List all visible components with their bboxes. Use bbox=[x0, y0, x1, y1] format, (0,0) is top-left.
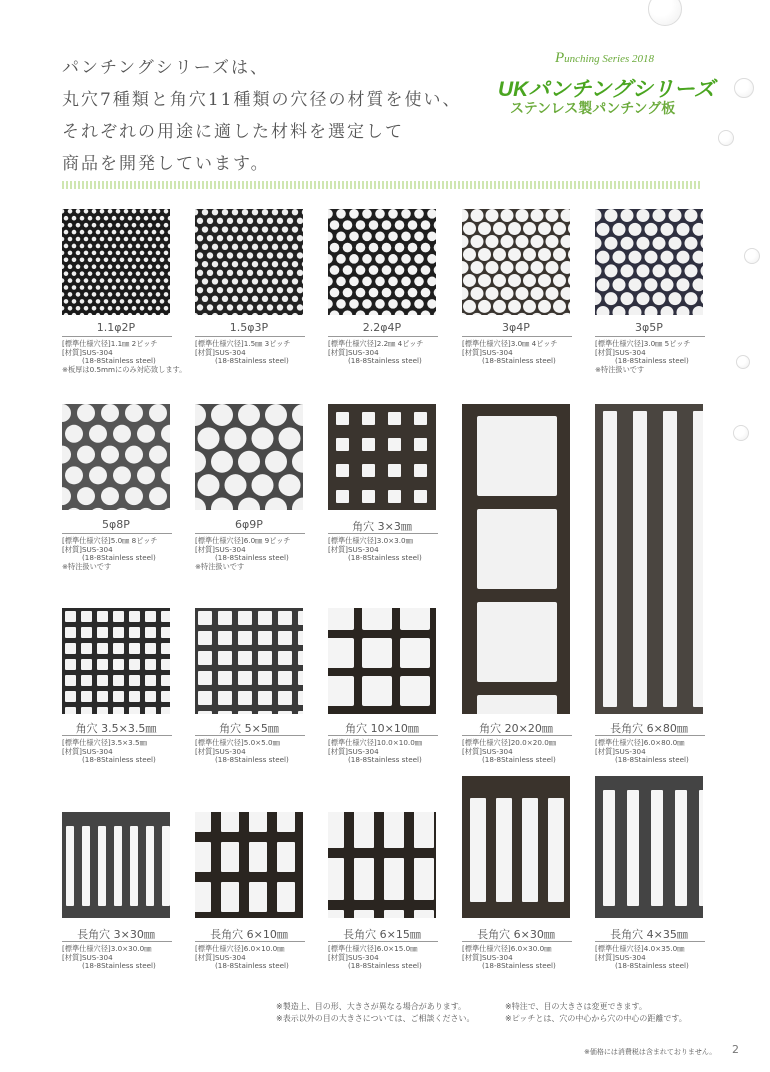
product-card bbox=[462, 209, 572, 380]
spec-spec: [標準仕様穴径]4.0×35.0㎜ bbox=[595, 944, 685, 953]
perforated-sample-image bbox=[62, 812, 170, 918]
page-number: 2 bbox=[732, 1043, 739, 1056]
perforated-sample-image bbox=[62, 608, 170, 714]
perforated-sample-image bbox=[195, 209, 303, 315]
brand-logo: UKパンチングシリーズ bbox=[498, 78, 715, 101]
product-spec bbox=[328, 739, 422, 765]
spec-steel: (18-8Stainless steel) bbox=[348, 961, 422, 971]
product-card bbox=[328, 812, 438, 985]
caption-rule bbox=[462, 336, 572, 337]
caption-rule bbox=[62, 941, 172, 942]
product-spec bbox=[595, 739, 689, 765]
product-spec bbox=[595, 945, 689, 971]
caption-rule bbox=[328, 941, 438, 942]
product-spec bbox=[62, 537, 158, 571]
product-card bbox=[195, 608, 305, 779]
spec-spec: [標準仕様穴径]3.0×3.0㎜ bbox=[328, 536, 413, 545]
intro-line: パンチングシリーズは、 bbox=[62, 58, 269, 78]
caption-rule bbox=[328, 336, 438, 337]
perforated-sample-image bbox=[62, 209, 170, 315]
product-title: 角穴 3×3㎜ bbox=[352, 520, 412, 533]
spec-spec: [標準仕様穴径]6.0×15.0㎜ bbox=[328, 944, 418, 953]
perforated-sample-image bbox=[62, 404, 170, 510]
product-card bbox=[462, 404, 572, 779]
footer-note: ※特注で、目の大きさは変更できます。 bbox=[505, 1002, 647, 1011]
spec-spec: [標準仕様穴径]6.0×80.0㎜ bbox=[595, 738, 685, 747]
spec-material: [材質]SUS-304 bbox=[328, 952, 379, 962]
product-title: 角穴 5×5㎜ bbox=[219, 722, 279, 735]
spec-material: [材質]SUS-304 bbox=[195, 746, 246, 756]
caption-rule bbox=[195, 941, 305, 942]
product-title: 角穴 10×10㎜ bbox=[345, 722, 419, 735]
product-title: 3φ4P bbox=[502, 321, 530, 334]
spec-material: [材質]SUS-304 bbox=[62, 347, 113, 357]
spec-steel: (18-8Stainless steel) bbox=[482, 961, 556, 971]
spec-material: [材質]SUS-304 bbox=[462, 746, 513, 756]
product-spec bbox=[62, 340, 186, 374]
spec-steel: (18-8Stainless steel) bbox=[348, 553, 422, 563]
product-title: 5φ8P bbox=[102, 518, 130, 531]
caption-rule bbox=[62, 336, 172, 337]
spec-material: [材質]SUS-304 bbox=[62, 952, 113, 962]
spec-spec: [標準仕様穴径]6.0×10.0㎜ bbox=[195, 944, 285, 953]
footer-note: ※表示以外の目の大きさについては、ご相談ください。 bbox=[276, 1014, 475, 1023]
perforated-sample-image bbox=[328, 404, 436, 510]
spec-spec: [標準仕様穴径]5.0×5.0㎜ bbox=[195, 738, 280, 747]
footer-notes-left bbox=[276, 1001, 475, 1025]
spec-spec: [標準仕様穴径]2.2㎜ 4ピッチ bbox=[328, 339, 424, 348]
product-spec bbox=[328, 340, 424, 366]
spec-steel: (18-8Stainless steel) bbox=[215, 755, 289, 765]
spec-spec: [標準仕様穴径]1.1㎜ 2ピッチ bbox=[62, 339, 158, 348]
spec-material: [材質]SUS-304 bbox=[62, 746, 113, 756]
footer-note: ※製造上、目の形、大きさが異なる場合があります。 bbox=[276, 1002, 467, 1011]
product-card bbox=[62, 608, 172, 779]
spec-spec: [標準仕様穴径]3.0㎜ 5ピッチ bbox=[595, 339, 691, 348]
product-spec bbox=[328, 537, 422, 563]
spec-material: [材質]SUS-304 bbox=[195, 544, 246, 554]
spec-steel: (18-8Stainless steel) bbox=[215, 961, 289, 971]
product-card bbox=[595, 209, 705, 380]
spec-material: [材質]SUS-304 bbox=[462, 952, 513, 962]
footer-notes-right bbox=[505, 1001, 687, 1025]
bubble-decoration bbox=[648, 0, 682, 26]
spec-steel: (18-8Stainless steel) bbox=[82, 553, 156, 563]
spec-material: [材質]SUS-304 bbox=[328, 347, 379, 357]
product-title: 1.5φ3P bbox=[229, 321, 269, 334]
product-title: 長角穴 4×35㎜ bbox=[610, 928, 688, 941]
product-title: 長角穴 6×30㎜ bbox=[477, 928, 555, 941]
dotted-divider bbox=[62, 181, 702, 189]
product-spec bbox=[195, 340, 291, 366]
caption-rule bbox=[62, 533, 172, 534]
perforated-sample-image bbox=[328, 209, 436, 315]
spec-spec: [標準仕様穴径]3.0×30.0㎜ bbox=[62, 944, 152, 953]
caption-rule bbox=[595, 336, 705, 337]
spec-steel: (18-8Stainless steel) bbox=[348, 356, 422, 366]
product-card bbox=[328, 404, 438, 577]
product-card bbox=[328, 209, 438, 380]
perforated-sample-image bbox=[328, 608, 436, 714]
perforated-sample-image bbox=[195, 812, 303, 918]
caption-rule bbox=[195, 735, 305, 736]
perforated-sample-image bbox=[462, 209, 570, 315]
spec-spec: [標準仕様穴径]20.0×20.0㎜ bbox=[462, 738, 556, 747]
caption-rule bbox=[595, 735, 705, 736]
product-title: 1.1φ2P bbox=[96, 321, 136, 334]
product-card bbox=[195, 209, 305, 380]
caption-rule bbox=[62, 735, 172, 736]
footer-note: ※ピッチとは、穴の中心から穴の中心の距離です。 bbox=[505, 1014, 687, 1023]
product-title: 長角穴 6×80㎜ bbox=[610, 722, 688, 735]
spec-note: ※特注扱いです bbox=[62, 561, 112, 571]
spec-steel: (18-8Stainless steel) bbox=[482, 356, 556, 366]
caption-rule bbox=[462, 941, 572, 942]
spec-note: ※特注扱いです bbox=[195, 561, 245, 571]
spec-spec: [標準仕様穴径]3.0㎜ 4ピッチ bbox=[462, 339, 558, 348]
product-spec bbox=[62, 945, 156, 971]
product-spec bbox=[462, 340, 558, 366]
perforated-sample-image bbox=[595, 209, 703, 315]
product-spec bbox=[195, 739, 289, 765]
spec-material: [材質]SUS-304 bbox=[595, 746, 646, 756]
spec-spec: [標準仕様穴径]1.5㎜ 3ピッチ bbox=[195, 339, 291, 348]
series-label: Punching Series 2018 bbox=[555, 50, 654, 66]
product-card bbox=[62, 209, 187, 380]
product-title: 長角穴 6×10㎜ bbox=[210, 928, 288, 941]
spec-material: [材質]SUS-304 bbox=[462, 347, 513, 357]
product-spec bbox=[195, 945, 289, 971]
spec-steel: (18-8Stainless steel) bbox=[615, 356, 689, 366]
intro-line: 商品を開発しています。 bbox=[62, 154, 270, 174]
spec-steel: (18-8Stainless steel) bbox=[482, 755, 556, 765]
spec-steel: (18-8Stainless steel) bbox=[215, 553, 289, 563]
intro-text bbox=[62, 52, 462, 180]
spec-material: [材質]SUS-304 bbox=[328, 544, 379, 554]
perforated-sample-image bbox=[462, 776, 570, 918]
caption-rule bbox=[328, 533, 438, 534]
product-spec bbox=[595, 340, 691, 374]
spec-material: [材質]SUS-304 bbox=[595, 347, 646, 357]
spec-steel: (18-8Stainless steel) bbox=[82, 755, 156, 765]
brand-subtitle: ステンレス製パンチング板 bbox=[510, 100, 676, 116]
spec-steel: (18-8Stainless steel) bbox=[82, 356, 156, 366]
product-card bbox=[195, 812, 305, 985]
bubble-decoration bbox=[734, 78, 754, 98]
tax-note: ※価格には消費税は含まれておりません。 bbox=[584, 1048, 717, 1056]
product-title: 角穴 20×20㎜ bbox=[479, 722, 553, 735]
product-card bbox=[462, 776, 572, 985]
perforated-sample-image bbox=[595, 776, 703, 918]
product-card bbox=[62, 404, 172, 577]
intro-line: それぞれの用途に適した材料を選定して bbox=[62, 122, 404, 142]
caption-rule bbox=[462, 735, 572, 736]
spec-note: ※板厚は0.5mmにのみ対応致します。 bbox=[62, 364, 187, 374]
perforated-sample-image bbox=[462, 404, 570, 714]
caption-rule bbox=[595, 941, 705, 942]
spec-spec: [標準仕様穴径]6.0×30.0㎜ bbox=[462, 944, 552, 953]
spec-material: [材質]SUS-304 bbox=[195, 347, 246, 357]
product-card bbox=[195, 404, 305, 577]
product-title: 6φ9P bbox=[235, 518, 263, 531]
product-title: 3φ5P bbox=[635, 321, 663, 334]
product-spec bbox=[62, 739, 156, 765]
bubble-decoration bbox=[736, 355, 750, 369]
product-title: 長角穴 3×30㎜ bbox=[77, 928, 155, 941]
product-title: 長角穴 6×15㎜ bbox=[343, 928, 421, 941]
perforated-sample-image bbox=[195, 608, 303, 714]
product-spec bbox=[462, 739, 556, 765]
product-spec bbox=[462, 945, 556, 971]
spec-steel: (18-8Stainless steel) bbox=[615, 755, 689, 765]
caption-rule bbox=[195, 336, 305, 337]
bubble-decoration bbox=[744, 248, 760, 264]
product-spec bbox=[195, 537, 291, 571]
spec-material: [材質]SUS-304 bbox=[195, 952, 246, 962]
product-spec bbox=[328, 945, 422, 971]
perforated-sample-image bbox=[328, 812, 436, 918]
spec-material: [材質]SUS-304 bbox=[595, 952, 646, 962]
spec-note: ※特注扱いです bbox=[595, 364, 645, 374]
perforated-sample-image bbox=[595, 404, 703, 714]
spec-steel: (18-8Stainless steel) bbox=[348, 755, 422, 765]
spec-spec: [標準仕様穴径]10.0×10.0㎜ bbox=[328, 738, 422, 747]
perforated-sample-image bbox=[195, 404, 303, 510]
spec-steel: (18-8Stainless steel) bbox=[615, 961, 689, 971]
spec-material: [材質]SUS-304 bbox=[328, 746, 379, 756]
bubble-decoration bbox=[718, 130, 734, 146]
spec-spec: [標準仕様穴径]5.0㎜ 8ピッチ bbox=[62, 536, 158, 545]
caption-rule bbox=[328, 735, 438, 736]
caption-rule bbox=[195, 533, 305, 534]
spec-spec: [標準仕様穴径]3.5×3.5㎜ bbox=[62, 738, 147, 747]
spec-steel: (18-8Stainless steel) bbox=[82, 961, 156, 971]
product-card bbox=[328, 608, 438, 779]
product-title: 角穴 3.5×3.5㎜ bbox=[75, 722, 157, 735]
spec-steel: (18-8Stainless steel) bbox=[215, 356, 289, 366]
spec-spec: [標準仕様穴径]6.0㎜ 9ピッチ bbox=[195, 536, 291, 545]
product-card bbox=[595, 776, 705, 985]
bubble-decoration bbox=[733, 425, 749, 441]
product-card bbox=[595, 404, 705, 779]
spec-material: [材質]SUS-304 bbox=[62, 544, 113, 554]
intro-line: 丸穴7種類と角穴11種類の穴径の材質を使い、 bbox=[62, 90, 462, 110]
product-card bbox=[62, 812, 172, 985]
product-title: 2.2φ4P bbox=[362, 321, 402, 334]
